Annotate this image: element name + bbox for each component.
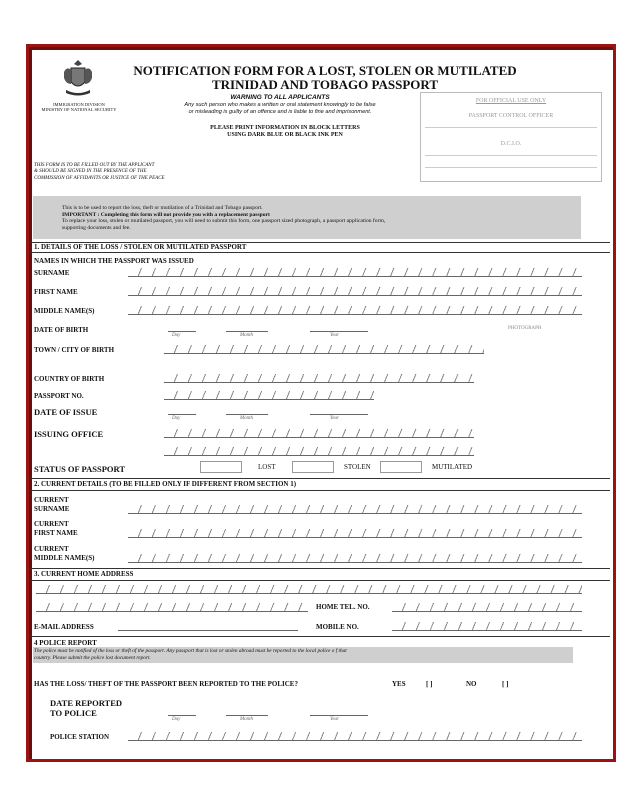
email-input[interactable] [118,622,298,631]
issue-year-input[interactable] [310,407,368,415]
intro-line-4: supporting documents and fee. [62,224,131,231]
dob-label: DATE OF BIRTH [34,326,89,334]
mutilated-checkbox[interactable] [380,461,422,473]
applicant-note-3: COMMISSION OF AFFIDAVITS OR JUSTICE OF THE PEACE [34,175,165,181]
reported-year-label: Year [330,717,339,722]
reported-day-input[interactable] [168,708,196,716]
section-3-heading: 3. CURRENT HOME ADDRESS [34,570,134,578]
address-input-2[interactable] [36,603,308,612]
reported-day-label: Day [172,717,181,722]
issue-day-label: Day [172,416,181,421]
no-label: NO [466,680,477,688]
current-middle-names-label: MIDDLE NAME(S) [34,554,95,562]
police-station-input[interactable] [128,732,582,741]
dob-month-label: Month [240,333,254,338]
agency-line-2: MINISTRY OF NATIONAL SECURITY [41,107,117,112]
address-input-1[interactable] [36,585,582,594]
yes-label: YES [392,680,406,688]
applicant-note-1: THIS FORM IS TO BE FILLED OUT BY THE APPLICANT [34,163,155,168]
page-title-line-2: TRINIDAD AND TOBAGO PASSPORT [211,77,438,92]
date-of-issue-label: DATE OF ISSUE [34,407,98,417]
lost-label: LOST [258,463,276,471]
dob-month-input[interactable] [226,324,268,332]
mobile-input[interactable] [392,622,582,631]
current-middle-names-input[interactable] [128,554,582,563]
status-label: STATUS OF PASSPORT [34,464,126,474]
warning-line-1: Any such person who makes a written or oral statement knowingly to be false [184,102,376,108]
surname-input[interactable] [128,268,582,277]
issue-year-label: Year [330,416,339,421]
photograph-label: PHOTOGRAPH [508,326,542,331]
current-first-name-label: FIRST NAME [34,529,78,537]
official-use-title: FOR OFFICIAL USE ONLY [475,98,547,104]
agency-line-1: IMMIGRATION DIVISION [53,102,105,107]
reported-month-label: Month [240,717,254,722]
issuing-office-input-2[interactable] [164,447,474,456]
intro-important: IMPORTANT : Completing this form will not provide you with a replacement passport [62,211,270,218]
country-input[interactable] [164,374,474,383]
current-surname-input[interactable] [128,505,582,514]
print-instruction-1: PLEASE PRINT INFORMATION IN BLOCK LETTERS [210,125,360,131]
police-question: HAS THE LOSS/ THEFT OF THE PASSPORT BEEN REPORTED TO THE POLICE? [34,680,298,688]
surname-label: SURNAME [34,269,70,277]
issuing-office-label: ISSUING OFFICE [34,429,104,439]
coat-of-arms-icon [62,58,94,98]
dob-year-label: Year [330,333,339,338]
stolen-label: STOLEN [344,463,371,471]
dob-day-label: Day [172,333,181,338]
date-reported-label-2: TO POLICE [50,708,97,718]
intro-line-3: To replace your loss, stolen or mutilated passport, you will need to submit this form, one passport sized photograph, a passport application form, [62,218,386,225]
current-label-1: CURRENT [34,496,69,504]
issuing-office-input-1[interactable] [164,429,474,438]
town-label: TOWN / CITY OF BIRTH [34,346,115,354]
current-label-3: CURRENT [34,545,69,553]
police-note-2: country. Please submit the police lost document report. [34,654,151,661]
current-surname-label: SURNAME [34,505,70,513]
middle-names-label: MIDDLE NAME(S) [34,307,95,315]
dob-day-input[interactable] [168,324,196,332]
section-2-heading: 2. CURRENT DETAILS (TO BE FILLED ONLY IF DIFFERENT FROM SECTION 1) [34,480,297,488]
page-title-line-1: NOTIFICATION FORM FOR A LOST, STOLEN OR MUTILATED [133,63,517,78]
stolen-checkbox[interactable] [292,461,334,473]
reported-year-input[interactable] [310,708,368,716]
passport-no-label: PASSPORT NO. [34,392,84,400]
passport-no-input[interactable] [164,391,374,400]
mobile-label: MOBILE NO. [316,623,359,631]
country-label: COUNTRY OF BIRTH [34,375,105,383]
issue-month-label: Month [240,416,254,421]
passport-control-officer-label: PASSPORT CONTROL OFFICER [468,113,554,119]
first-name-label: FIRST NAME [34,288,78,296]
yes-checkbox[interactable]: [ ] [426,680,433,688]
home-tel-label: HOME TEL. NO. [316,603,370,611]
no-checkbox[interactable]: [ ] [502,680,509,688]
date-reported-label-1: DATE REPORTED [50,698,123,708]
dob-year-input[interactable] [310,324,368,332]
email-label: E-MAIL ADDRESS [34,623,94,631]
applicant-note-2: & SHOULD BE SIGNED IN THE PRESENCE OF THE [34,169,147,175]
section-1-heading: 1. DETAILS OF THE LOSS / STOLEN OR MUTILATED PASSPORT [34,243,247,251]
police-note-1: The police must be notified of the loss or theft of the passport. Any passport that is lost or stolen abroad must be reported to the local police o f that [34,648,347,654]
issue-month-input[interactable] [226,407,268,415]
home-tel-input[interactable] [392,603,582,612]
town-input[interactable] [164,345,484,354]
official-use-box [420,92,602,182]
dcio-label: D.C.I.O. [500,141,522,147]
current-label-2: CURRENT [34,520,69,528]
police-station-label: POLICE STATION [50,733,110,741]
intro-line-1: This is to be used to report the loss, theft or mutilation of a Trinidad and Tobago passport. [62,205,263,211]
issue-day-input[interactable] [168,407,196,415]
names-heading: NAMES IN WHICH THE PASSPORT WAS ISSUED [34,257,194,265]
reported-month-input[interactable] [226,708,268,716]
section-4-heading: 4 POLICE REPORT [34,639,97,647]
warning-line-2: or misleading is guilty of an offence and is liable to fine and imprisonment. [188,108,372,115]
current-first-name-input[interactable] [128,529,582,538]
lost-checkbox[interactable] [200,461,242,473]
mutilated-label: MUTILATED [432,463,473,471]
print-instruction-2: USING DARK BLUE OR BLACK INK PEN [227,132,343,138]
middle-names-input[interactable] [128,306,582,315]
first-name-input[interactable] [128,287,582,296]
warning-title: WARNING TO ALL APPLICANTS [230,94,330,101]
